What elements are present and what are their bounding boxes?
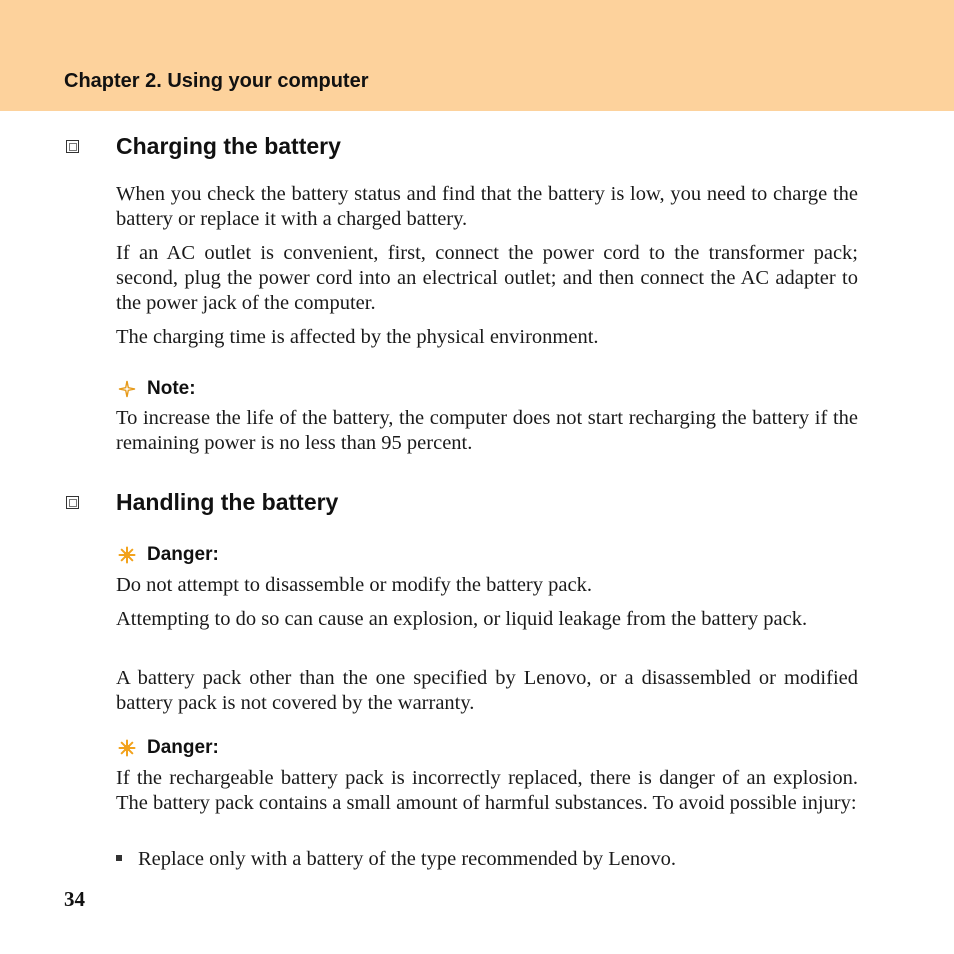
note-sparkle-icon [118,380,136,398]
paragraph: The charging time is affected by the physical environment. [116,326,599,348]
list-item [116,847,858,872]
paragraph: When you check the battery status and find that the battery is low, you need to charge the battery or replace it with a charged battery. [116,183,858,230]
section-title-charging: Charging the battery [116,133,341,159]
section-bullet-icon [66,496,79,509]
danger-burst-icon [118,546,136,564]
note-text: To increase the life of the battery, the computer does not start recharging the battery if the remaining power is no less than 95 percent. [116,407,858,454]
paragraph: Attempting to do so can cause an explosion, or liquid leakage from the battery pack. [116,608,808,630]
section-bullet-icon [66,140,79,153]
danger-label: Danger: [147,737,219,758]
danger-label-row [118,544,219,566]
list-item-text: Replace only with a battery of the type recommended by Lenovo. [138,848,676,870]
note-label-row [118,378,196,400]
section-title-handling: Handling the battery [116,489,339,515]
paragraph: A battery pack other than the one specified by Lenovo, or a disassembled or modified battery pack is not covered by the warranty. [116,667,858,714]
note-label: Note: [147,378,196,399]
page-number: 34 [64,887,85,911]
chapter-header-band [0,0,954,111]
danger-label-row [118,737,219,759]
paragraph: Do not attempt to disassemble or modify the battery pack. [116,574,592,596]
square-bullet-icon [116,855,122,861]
paragraph: If an AC outlet is convenient, first, connect the power cord to the transformer pack; second, plug the power cord into an electrical outlet; and then connect the AC adapter to the power jack of the computer. [116,242,858,314]
danger-burst-icon [118,739,136,757]
chapter-title: Chapter 2. Using your computer [64,70,369,92]
danger-label: Danger: [147,544,219,565]
paragraph: If the rechargeable battery pack is incorrectly replaced, there is danger of an explosion. The battery pack contains a small amount of harmful substances. To avoid possible injury: [116,767,858,814]
